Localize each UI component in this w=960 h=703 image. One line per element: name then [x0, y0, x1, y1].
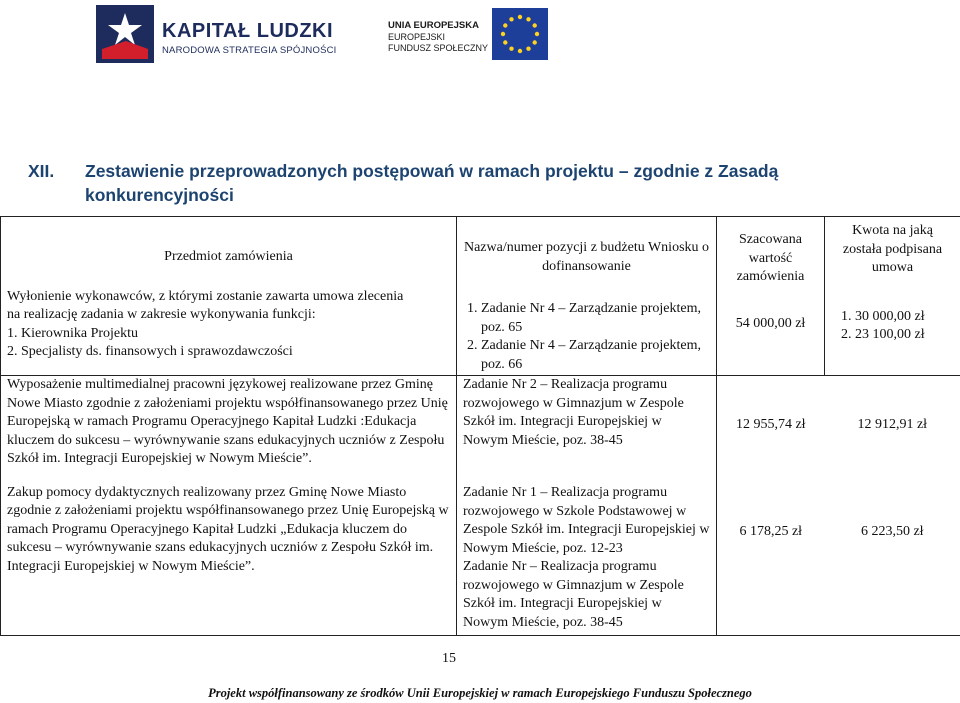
eu-star-icon [509, 17, 513, 21]
subject-lines [7, 288, 450, 362]
budget-list [463, 300, 710, 374]
list-item: 2. 23 100,00 zł [855, 326, 954, 345]
eu-star-icon [533, 23, 537, 27]
eu-logo [388, 8, 548, 64]
subject-paragraph: Wyposażenie multimedialnej pracowni językowej realizowane przez Gminę Nowe Miasto zgodnie z założeniami projektu współfinansowanego przez Unię Europejską w ramach Programu Operacyjnego Kapitał Ludzki :Edukacja kluczem do sukcesu – wyrównywanie szans edukacyjnych uczniów z Zespołu Szkół im. Integracji Europejskiej w Nowym Mieście”. [7, 377, 448, 466]
subject-cell [1, 217, 457, 376]
eu-star-icon [526, 17, 530, 21]
footer: Projekt współfinansowany ze środków Unii Europejskiej w ramach Europejskiego Funduszu Społecznego [208, 686, 752, 700]
eu-star-icon [518, 49, 522, 53]
header-subject: Przedmiot zamówienia [164, 249, 293, 264]
table-row [1, 217, 960, 376]
list-item: 1. Zadanie Nr 4 – Zarządzanie projektem, poz. 65 [481, 300, 710, 337]
subject-line: 2. Specjalisty ds. finansowych i sprawozdawczości [7, 344, 293, 359]
subject-line: Wyłonienie wykonawców, z którymi zostanie zawarta umowa zlecenia [7, 288, 404, 304]
eu-logo-line3: FUNDUSZ SPOŁECZNY [388, 43, 489, 53]
contract-cell [825, 376, 960, 636]
page-number: 15 [442, 651, 456, 666]
subject-line: 1. Kierownika Projektu [7, 325, 139, 341]
section-title: Zestawienie przeprowadzonych postępowań w ramach projektu – zgodnie z Zasadą konkurencyjności [85, 161, 779, 205]
eu-star-icon [535, 32, 539, 36]
budget-paragraph: Zadanie Nr – Realizacja programu rozwojowego w Gimnazjum w Zespole Szkół im. Integracji Europejskiej w Nowym Mieście, poz. 38-45 [463, 559, 684, 630]
eu-star-icon [526, 47, 530, 51]
eu-logo-text [388, 20, 488, 55]
budget-cell [457, 376, 717, 636]
list-item: 1. 30 000,00 zł [855, 308, 954, 327]
estimated-value: 54 000,00 zł [735, 315, 806, 331]
kapital-ludzki-subtitle: NARODOWA STRATEGIA SPÓJNOŚCI [162, 45, 337, 56]
estimated-value: 6 178,25 zł [739, 523, 803, 539]
eu-star-icon [533, 40, 537, 44]
contract-cell [825, 217, 960, 376]
budget-cell [457, 217, 717, 376]
eu-logo-line2: EUROPEJSKI [388, 31, 446, 42]
estimated-value: 12 955,74 zł [735, 417, 806, 432]
contract-value: 12 912,91 zł [857, 417, 928, 432]
list-item: 2. Zadanie Nr 4 – Zarządzanie projektem, poz. 66 [481, 337, 710, 374]
eu-logo-line1: UNIA EUROPEJSKA [388, 20, 479, 31]
kapital-ludzki-logo [96, 5, 337, 63]
eu-star-icon [503, 23, 507, 27]
estimated-cell [717, 376, 825, 636]
estimated-cell [717, 217, 825, 376]
kapital-ludzki-emblem-icon [96, 5, 154, 63]
section-number: XII. [28, 161, 55, 181]
eu-star-icon [509, 47, 513, 51]
header-budget: Nazwa/numer pozycji z budżetu Wniosku o dofinansowanie [463, 240, 710, 274]
table-row [1, 376, 960, 636]
subject-line: na realizację zadania w zakresie wykonywania funkcji: [7, 307, 316, 322]
procurement-table [0, 216, 960, 636]
header-estimated: Szacowana wartość zamówienia [736, 232, 805, 284]
subject-cell [1, 376, 457, 636]
contract-list [831, 308, 954, 345]
eu-star-icon [501, 32, 505, 36]
contract-value: 6 223,50 zł [860, 523, 924, 539]
budget-paragraph: Zadanie Nr 1 – Realizacja programu rozwojowego w Szkole Podstawowej w Zespole Szkół im. Integracji Europejskiej w Nowym Mieście, poz. 12-23 [463, 485, 710, 556]
eu-star-icon [518, 15, 522, 19]
eu-star-icon [503, 40, 507, 44]
budget-paragraph: Zadanie Nr 2 – Realizacja programu rozwojowego w Gimnazjum w Zespole Szkół im. Integracji Europejskiej w Nowym Mieście, poz. 38-45 [463, 377, 684, 448]
eu-flag-icon [492, 8, 548, 60]
kapital-ludzki-title: KAPITAŁ LUDZKI [162, 20, 334, 42]
subject-paragraph: Zakup pomocy dydaktycznych realizowany przez Gminę Nowe Miasto zgodnie z założeniami projektu współfinansowanego przez Unię Europejską w ramach Programu Operacyjnego Kapitał Ludzki „Edukacja kluczem do sukcesu – wyrównywanie szans edukacyjnych uczniów z Zespołu Szkół im. Integracji Europejskiej w Nowym Mieście”. [7, 484, 449, 574]
header-contract: Kwota na jaką została podpisana umowa [842, 223, 943, 275]
